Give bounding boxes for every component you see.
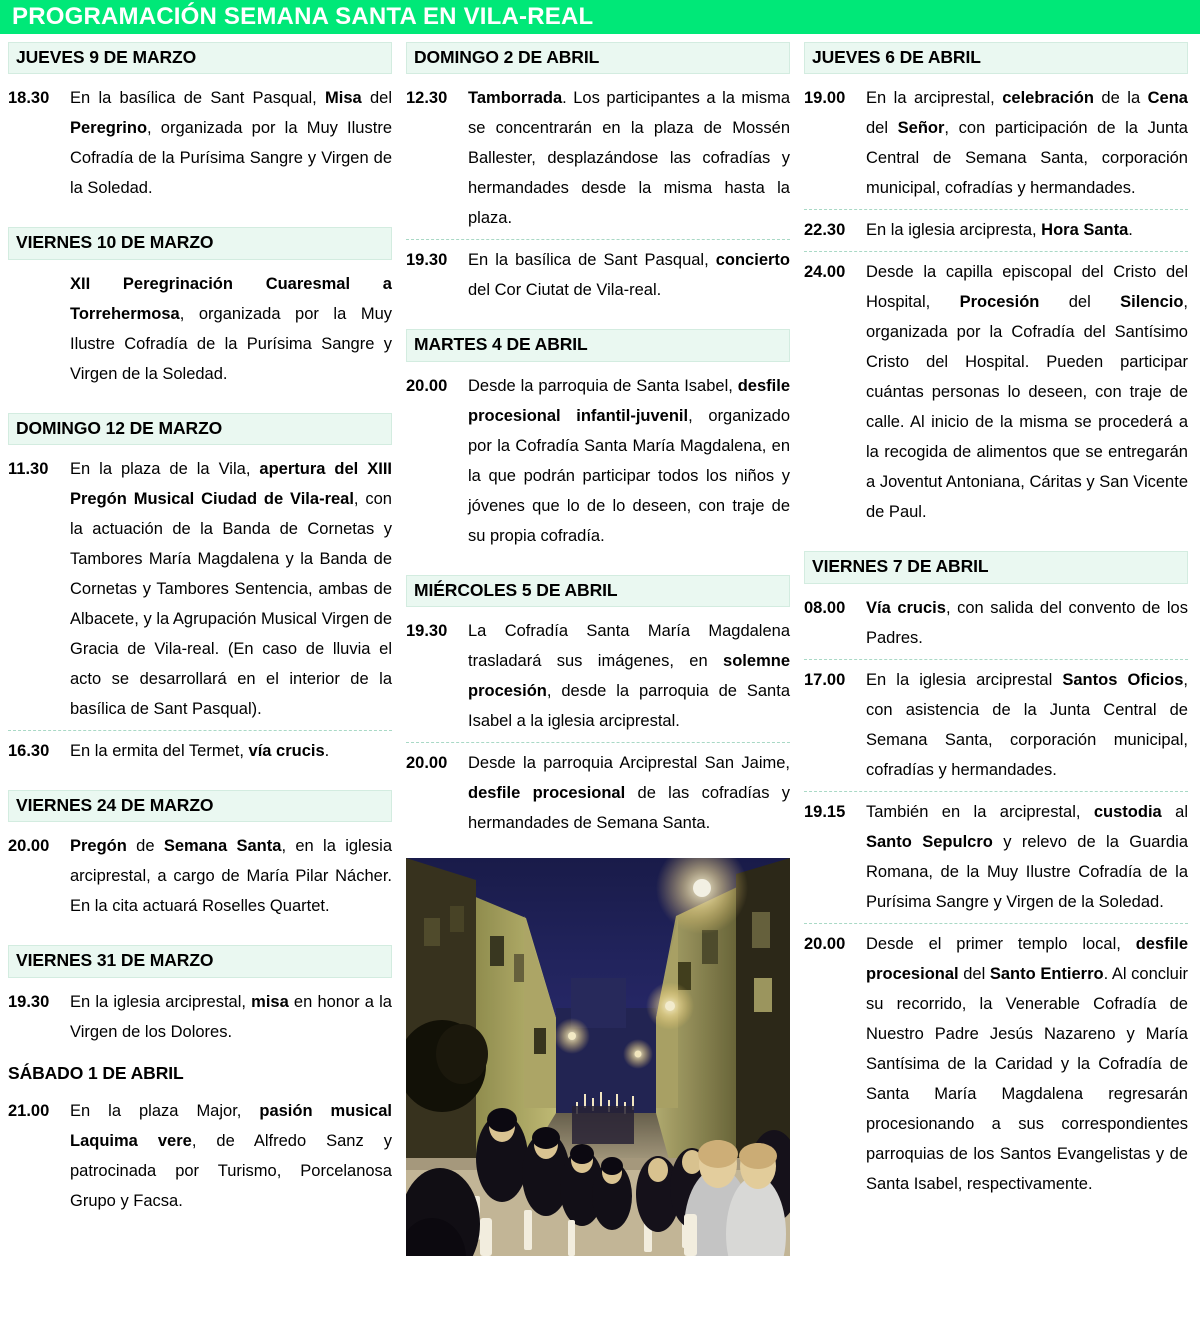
- schedule-entry: [406, 78, 790, 240]
- day-header-label: VIERNES 7 DE ABRIL: [812, 556, 989, 577]
- entry-text: Desde el primer templo local, desfile procesional del Santo Entierro. Al concluir su recorrido, la Venerable Cofradía de Nuestro Padre Jesús Nazareno y María Santísima de la Caridad y la Cofradía de Santa María Magdalena regresarán procesionando a sus correspondientes parroquias de los Santos Evangelistas y de Santa Isabel, respectivamente.: [866, 934, 1189, 1193]
- entry-text: En la plaza de la Vila, apertura del XIII Pregón Musical Ciudad de Vila-real, con la actuación de la Banda de Cornetas y Tambores María Magdalena y la Banda de Cornetas y Tambores Sentencia, ambas de Albacete, y la Agrupación Musical Virgen de Gracia de Vila-real. (En caso de lluvia el acto se desarrollará en el interior de la basílica de Sant Pasqual).: [70, 459, 392, 718]
- procesion-nocturna-photo: [406, 858, 790, 1256]
- day-header: [8, 227, 392, 259]
- day-header: [8, 945, 392, 977]
- schedule-columns: [0, 42, 1200, 1256]
- entry-time: 11.30: [8, 459, 49, 478]
- entry-text: También en la arciprestal, custodia al Santo Sepulcro y relevo de la Guardia Romana, de la Muy Ilustre Cofradía de la Purísima Sangre y Virgen de la Soledad.: [866, 802, 1188, 911]
- day-block: [804, 42, 1188, 533]
- day-header-label: JUEVES 6 DE ABRIL: [812, 47, 981, 67]
- entry-text: Pregón de Semana Santa, en la iglesia arciprestal, a cargo de María Pilar Nácher. En la cita actuará Roselles Quartet.: [70, 837, 392, 916]
- day-header-label: MARTES 4 DE ABRIL: [414, 334, 588, 355]
- entry-time: 24.00: [804, 263, 846, 282]
- day-block: [406, 575, 790, 844]
- day-header: [8, 790, 392, 822]
- page-title: PROGRAMACIÓN SEMANA SANTA EN VILA-REAL: [12, 3, 594, 30]
- schedule-entry: [8, 78, 392, 209]
- column-1: [8, 42, 392, 1222]
- day-block: [8, 227, 392, 394]
- day-header: [8, 42, 392, 74]
- day-header-label: DOMINGO 2 DE ABRIL: [414, 47, 600, 67]
- entry-time: 22.30: [804, 221, 846, 240]
- schedule-entry: [8, 449, 392, 731]
- day-header-label: VIERNES 31 DE MARZO: [16, 950, 214, 971]
- day-header: [406, 575, 790, 607]
- day-block: [8, 945, 392, 1052]
- schedule-entry: [804, 924, 1188, 1205]
- entry-text: Vía crucis, con salida del convento de los Padres.: [866, 598, 1188, 647]
- day-header: [406, 42, 790, 74]
- schedule-entry: [406, 366, 790, 557]
- column-3: [804, 42, 1188, 1205]
- day-header-label: VIERNES 24 DE MARZO: [16, 795, 214, 816]
- entry-text: En la arciprestal, celebración de la Cena del Señor, con participación de la Junta Central de Semana Santa, corporación municipal, cofradías y hermandades.: [866, 89, 1188, 198]
- entry-text: En la iglesia arciprestal, misa en honor a la Virgen de los Dolores.: [70, 992, 392, 1041]
- entry-time: 08.00: [804, 598, 846, 617]
- entry-text: En la basílica de Sant Pasqual, Misa del Peregrino, organizada por la Muy Ilustre Cofradía de la Purísima Sangre y Virgen de la Soledad.: [70, 89, 392, 198]
- day-block: [406, 329, 790, 556]
- day-block: [8, 790, 392, 927]
- day-header-label: JUEVES 9 DE MARZO: [16, 47, 197, 67]
- entry-text: XII Peregrinación Cuaresmal a Torrehermosa, organizada por la Muy Ilustre Cofradía de la Purísima Sangre y Virgen de la Soledad.: [70, 274, 392, 383]
- entry-text: En la basílica de Sant Pasqual, concierto del Cor Ciutat de Vila-real.: [468, 251, 790, 300]
- schedule-entry: [8, 1091, 392, 1222]
- column-2: [406, 42, 790, 1256]
- schedule-entry: [406, 611, 790, 743]
- entry-time: 19.30: [406, 621, 448, 640]
- entry-text: En la iglesia arciprestal Santos Oficios, con asistencia de la Junta Central de Semana Santa, corporación municipal, cofradías y hermandades.: [866, 670, 1189, 779]
- entry-time: 16.30: [8, 742, 50, 761]
- entry-text: En la iglesia arcipresta, Hora Santa.: [866, 221, 1133, 240]
- day-block: [406, 42, 790, 311]
- schedule-entry: [406, 240, 790, 311]
- day-header-label: VIERNES 10 DE MARZO: [16, 232, 214, 253]
- page-banner: [0, 0, 1200, 34]
- day-block: [8, 42, 392, 209]
- schedule-entry: [804, 78, 1188, 210]
- entry-text: Desde la parroquia de Santa Isabel, desfile procesional infantil-juvenil, organizado por la Cofradía Santa María Magdalena, en la que podrán participar todos los niños y jóvenes que lo de lo deseen, con traje de su propia cofradía.: [468, 376, 790, 545]
- entry-time: 17.00: [804, 670, 846, 689]
- schedule-entry: [804, 210, 1188, 252]
- photo-container: [406, 858, 790, 1256]
- entry-time: 20.00: [406, 376, 448, 395]
- entry-time: 20.00: [8, 837, 50, 856]
- day-header: [804, 551, 1188, 583]
- entry-time: 21.00: [8, 1101, 50, 1120]
- entry-time: 19.30: [406, 251, 448, 270]
- day-header: [804, 42, 1188, 74]
- entry-text: En la plaza Major, pasión musical Laquima vere, de Alfredo Sanz y patrocinada por Turismo, Porcelanosa Grupo y Facsa.: [70, 1101, 392, 1210]
- entry-time: 20.00: [804, 934, 846, 953]
- schedule-entry: [406, 743, 790, 844]
- day-header: [8, 413, 392, 445]
- schedule-entry: [8, 826, 392, 927]
- day-header-label: MIÉRCOLES 5 DE ABRIL: [414, 579, 618, 600]
- day-header-label: DOMINGO 12 DE MARZO: [16, 417, 223, 438]
- entry-time: 19.00: [804, 89, 846, 108]
- schedule-entry: [804, 252, 1188, 533]
- entry-text: Tamborrada. Los participantes a la misma se concentrarán en la plaza de Mossén Ballester, desplazándose las cofradías y hermandades desde la misma hasta la plaza.: [468, 89, 790, 228]
- schedule-entry: [8, 982, 392, 1053]
- entry-text: Desde la parroquia Arciprestal San Jaime, desfile procesional de las cofradías y hermandades de Semana Santa.: [468, 754, 791, 833]
- schedule-entry: [8, 264, 392, 395]
- day-header: [8, 1059, 392, 1089]
- entry-time: 20.00: [406, 754, 448, 773]
- entry-text: La Cofradía Santa María Magdalena trasladará sus imágenes, en solemne procesión, desde la parroquia de Santa Isabel a la iglesia arciprestal.: [468, 621, 790, 730]
- day-header-label: SÁBADO 1 DE ABRIL: [8, 1062, 184, 1083]
- entry-time: 18.30: [8, 89, 50, 108]
- entry-text: Desde la capilla episcopal del Cristo del Hospital, Procesión del Silencio, organizada por la Cofradía del Santísimo Cristo del Hospital. Pueden participar cuántas personas lo deseen, con traje de calle. Al inicio de la misma se procederá a la recogida de alimentos que se entregarán a Joventut Antoniana, Cáritas y San Vicente de Paul.: [866, 263, 1189, 522]
- entry-time: 19.30: [8, 992, 50, 1011]
- entry-text: En la ermita del Termet, vía crucis.: [70, 742, 330, 761]
- entry-time: 12.30: [406, 89, 448, 108]
- day-block: [8, 413, 392, 772]
- schedule-entry: [804, 588, 1188, 660]
- schedule-entry: [804, 660, 1188, 792]
- day-header: [406, 329, 790, 361]
- schedule-entry: [804, 792, 1188, 924]
- entry-time: 19.15: [804, 802, 846, 821]
- schedule-entry: [8, 731, 392, 772]
- day-block: [804, 551, 1188, 1205]
- day-block: [8, 1059, 392, 1222]
